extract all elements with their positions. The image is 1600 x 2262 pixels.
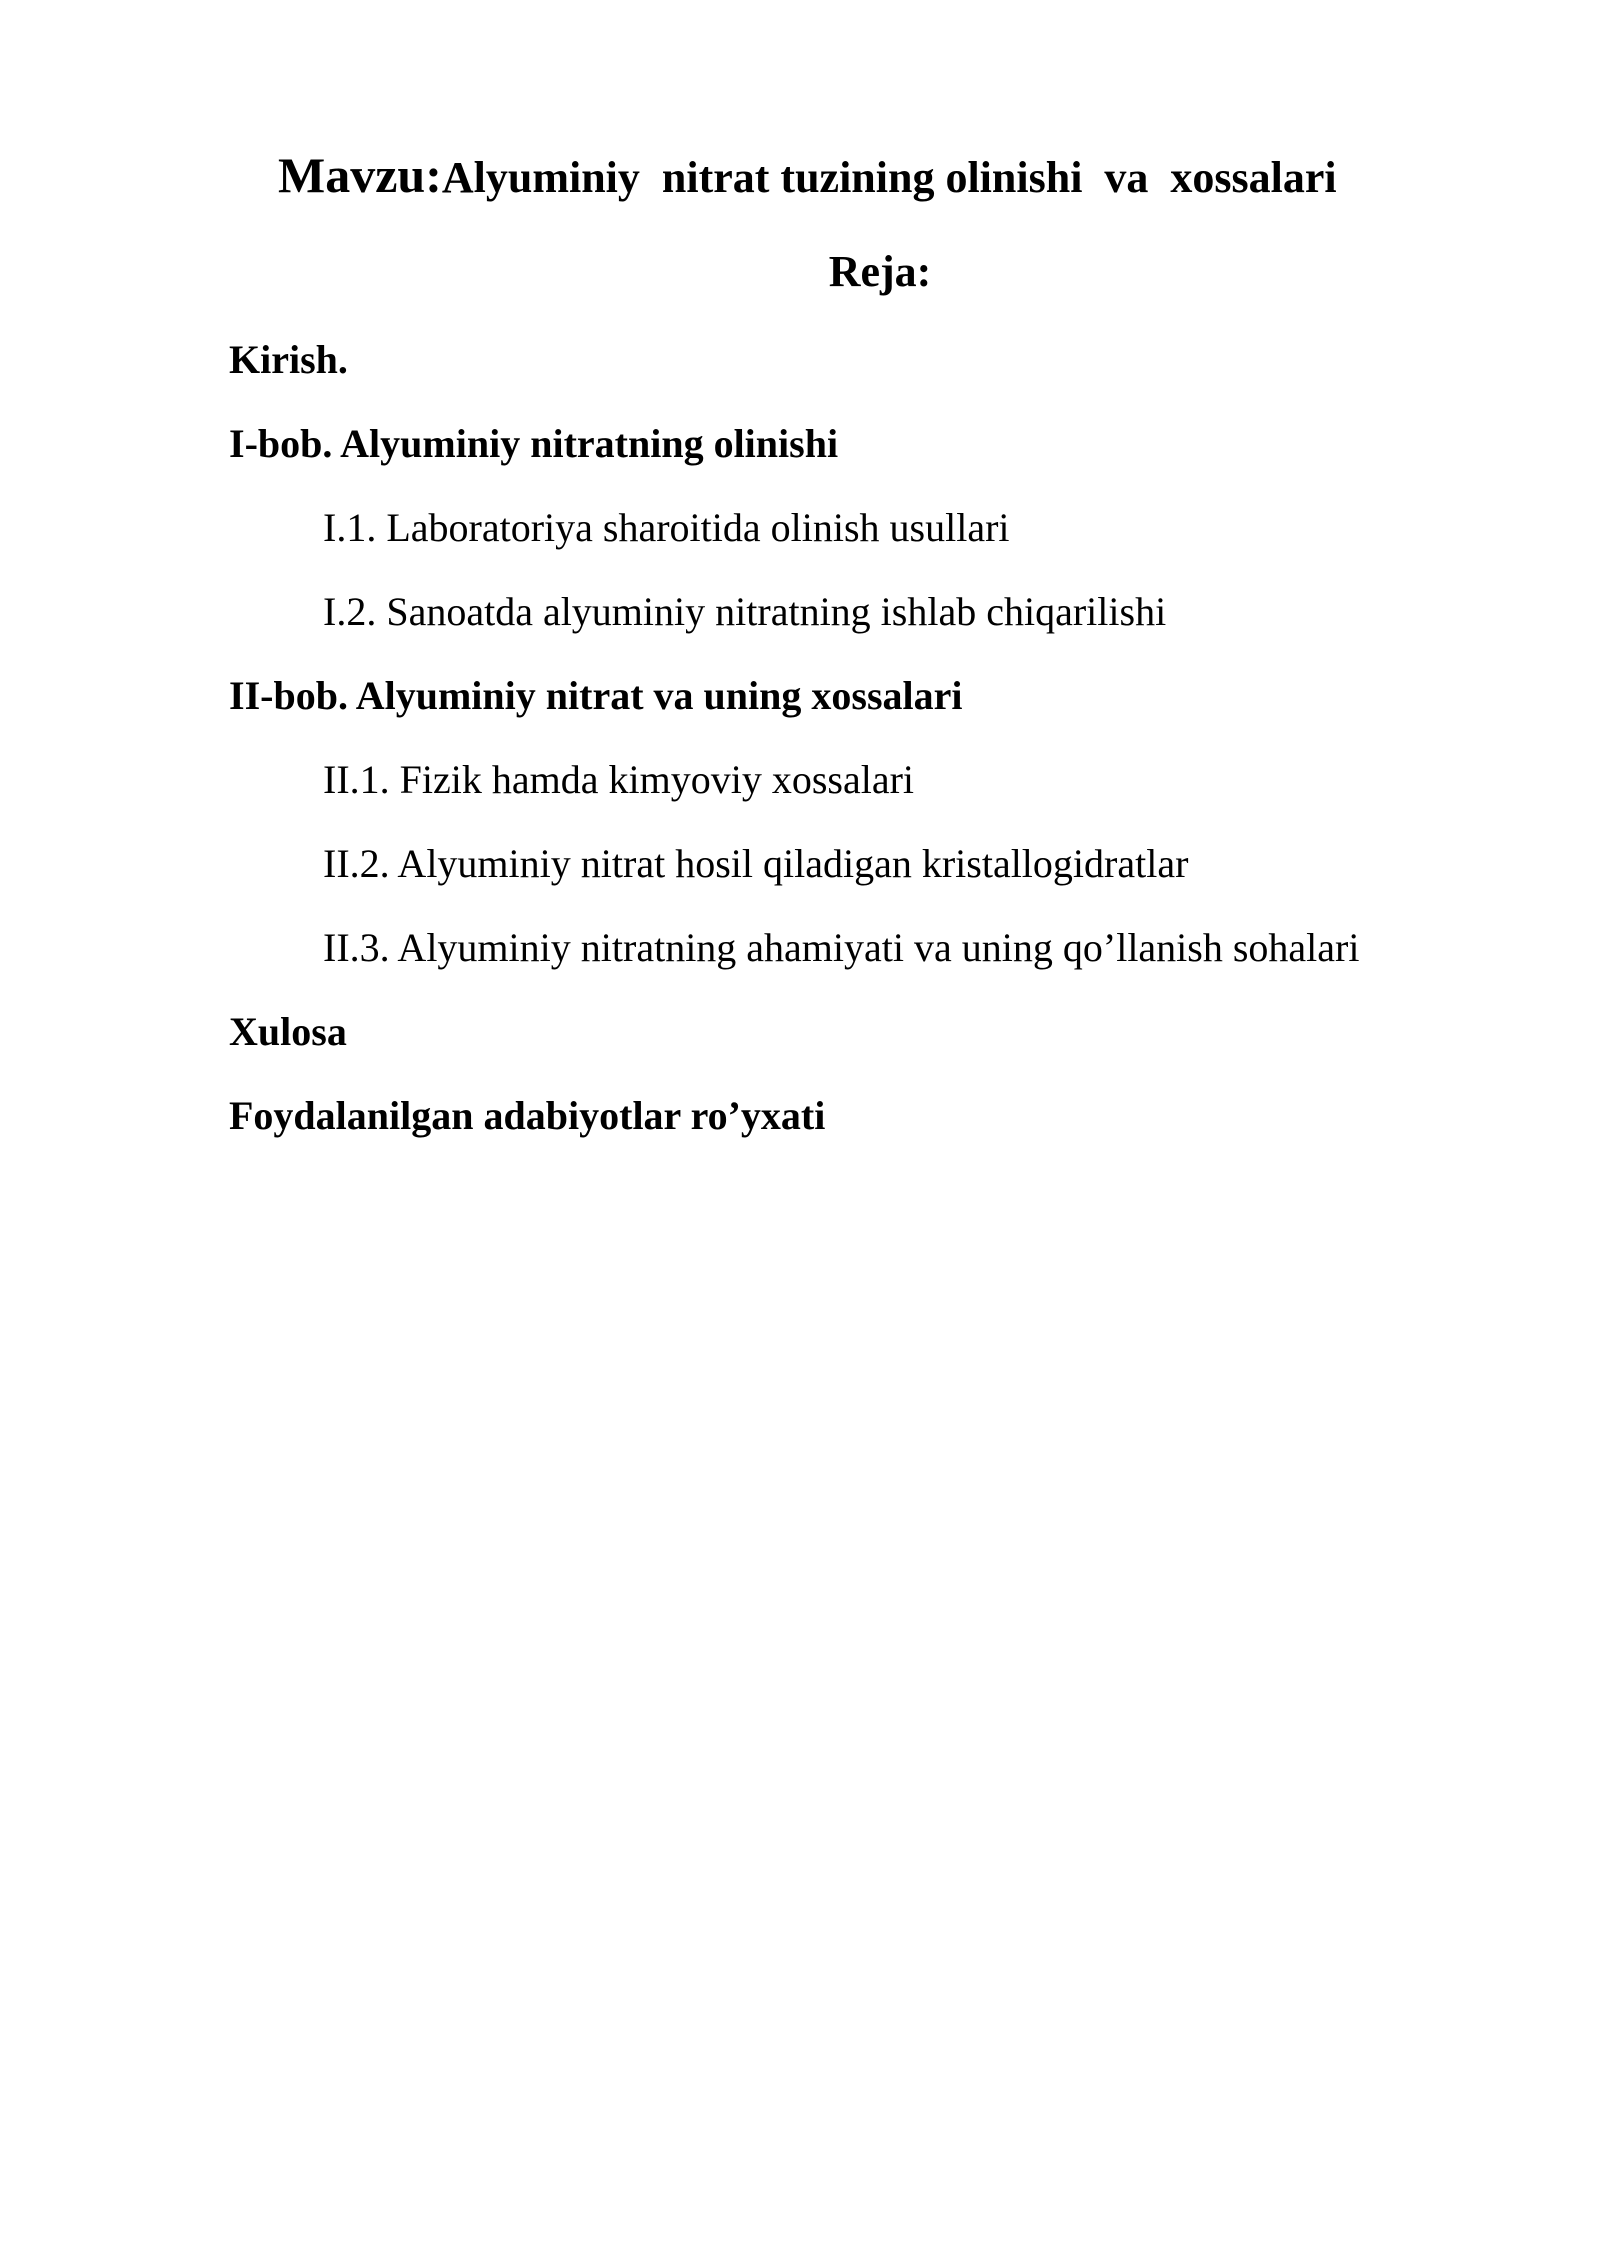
toc-item-references: Foydalanilgan adabiyotlar ro’yxati: [229, 1093, 826, 1138]
title-label: Mavzu:: [278, 147, 442, 203]
toc-section-1-2: I.2. Sanoatda alyuminiy nitratning ishlab chiqarilishi: [323, 589, 1167, 634]
toc-chapter-2: II-bob. Alyuminiy nitrat va uning xossalari: [229, 673, 963, 718]
toc-section-2-1: II.1. Fizik hamda kimyoviy xossalari: [323, 757, 915, 802]
table-of-contents: [229, 337, 1360, 1180]
toc-chapter-1: I-bob. Alyuminiy nitratning olinishi: [229, 421, 839, 466]
toc-item-introduction: Kirish.: [229, 337, 348, 382]
toc-section-2-2: II.2. Alyuminiy nitrat hosil qiladigan kristallogidratlar: [323, 841, 1189, 886]
title-topic: Alyuminiy nitrat tuzining olinishi va xossalari: [441, 153, 1337, 202]
toc-section-2-3: II.3. Alyuminiy nitratning ahamiyati va uning qo’llanish sohalari: [323, 925, 1360, 970]
toc-section-1-1: I.1. Laboratoriya sharoitida olinish usullari: [323, 505, 1010, 550]
plan-heading-text: Reja:: [828, 247, 932, 296]
plan-heading: [0, 247, 1600, 296]
document-title: [278, 147, 1337, 203]
toc-item-conclusion: Xulosa: [229, 1009, 347, 1054]
